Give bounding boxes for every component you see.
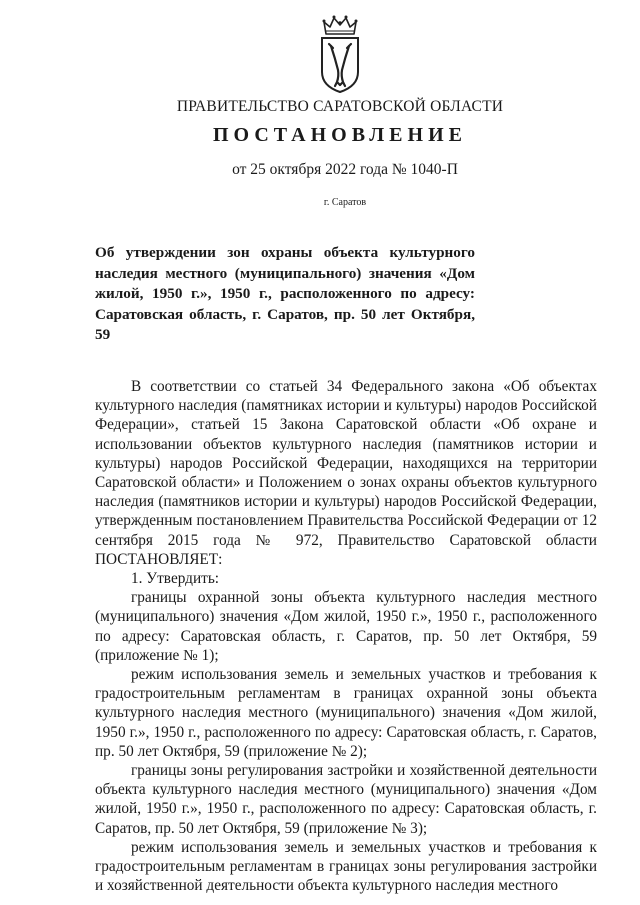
- document-subject: Об утверждении зон охраны объекта культурного наследия местного (муниципального) значения «Дом жилой, 1950 г.», 1950 г., расположенного по адресу: Саратовская область, г. Саратов, пр. 50 лет Октября, 59: [95, 244, 475, 343]
- saratov-coat-of-arms-icon: [316, 14, 364, 96]
- document-city: г. Саратов: [323, 197, 367, 208]
- paragraph-protection-zone-regime: режим использования земель и земельных участков и требования к градостроительным регламентам в границах охранной зоны объекта культурного наследия местного (муниципального) значения «Дом жилой, 1950 г.», 1950 г., расположенного по адресу: Саратовская область, г. Саратов, пр. 50 лет Октября, 59 (приложение № 2);: [95, 666, 597, 760]
- paragraph-regulation-zone-regime: режим использования земель и земельных участков и требования к градостроительным регламентам в границах зоны регулирования застройки и хозяйственной деятельности объекта культурного наследия местного: [95, 838, 597, 895]
- organization-name: ПРАВИТЕЛЬСТВО САРАТОВСКОЙ ОБЛАСТИ: [176, 98, 504, 115]
- document-type-title: ПОСТАНОВЛЕНИЕ: [213, 124, 467, 146]
- document-date-number: от 25 октября 2022 года № 1040-П: [232, 161, 458, 178]
- paragraph-regulation-zone-boundaries: границы зоны регулирования застройки и хозяйственной деятельности объекта культурного наследия местного (муниципального) значения «Дом жилой, 1950 г.», 1950 г., расположенного по адресу: Саратовская область, г. Саратов, пр. 50 лет Октября, 59 (приложение № 3);: [95, 762, 597, 837]
- document-body: [95, 377, 597, 895]
- paragraph-protection-zone-boundaries: границы охранной зоны объекта культурного наследия местного (муниципального) значения «Дом жилой, 1950 г.», 1950 г., расположенного по адресу: Саратовская область, г. Саратов, пр. 50 лет Октября, 59 (приложение № 1);: [95, 589, 597, 664]
- paragraph-item-1: 1. Утвердить:: [131, 570, 220, 588]
- paragraph-preamble: В соответствии со статьей 34 Федерального закона «Об объектах культурного наследия (памятниках истории и культуры) народов Российской Федерации», статьей 15 Закона Саратовской области «Об охране и использовании объектов культурного наследия (памятников истории и культуры) народов Российской Федерации, находящихся на территории Саратовской области» и Положением о зонах охраны объектов культурного наследия (памятников истории и культуры) народов Российской Федерации, утвержденным постановлением Правительства Российской Федерации от 12 сентября 2015 года № 972, Правительство Саратовской области ПОСТАНОВЛЯЕТ:: [95, 378, 597, 568]
